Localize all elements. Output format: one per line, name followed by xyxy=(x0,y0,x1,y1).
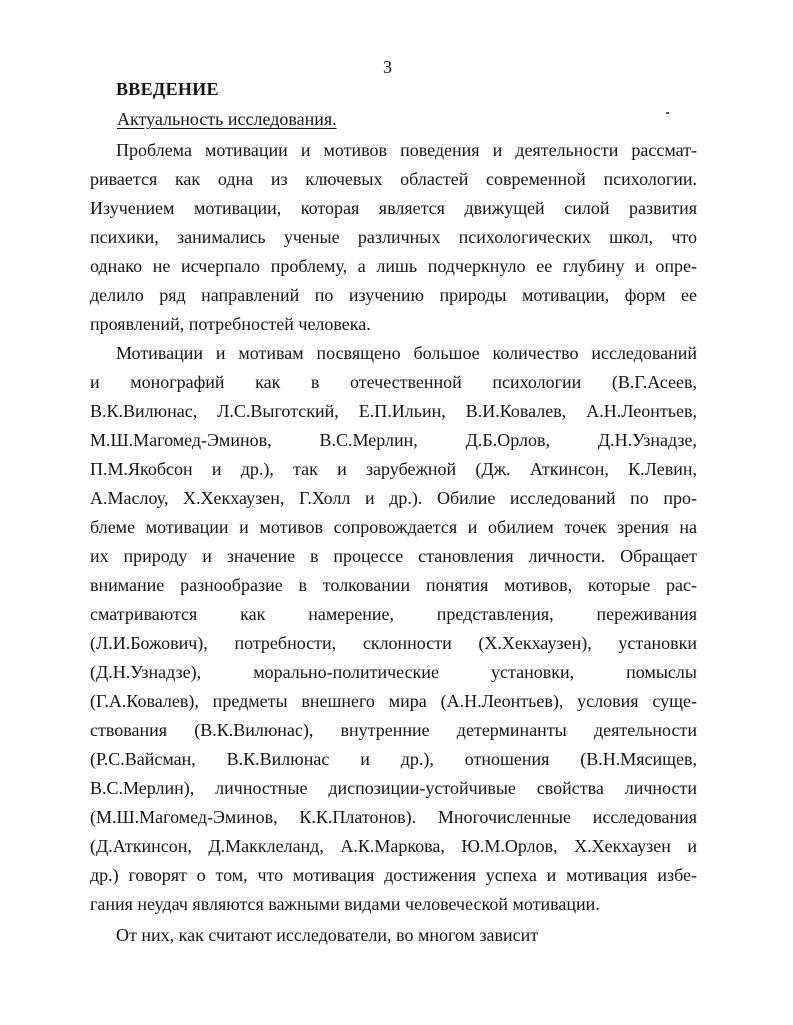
text-line: П.М.Якобсон и др.), так и зарубежной (Дж. Аткинсон, К.Левин, xyxy=(90,459,697,479)
text-line: М.Ш.Магомед-Эминов, В.С.Мерлин, Д.Б.Орлов, Д.Н.Узнадзе, xyxy=(90,430,697,450)
subsection-title: Актуальность исследования. xyxy=(117,109,337,129)
text-line: однако не исчерпало проблему, а лишь подчеркнуло ее глубину и опре- xyxy=(90,256,697,276)
text-line: психики, занимались ученые различных психологических школ, что xyxy=(90,227,697,247)
text-line: (Л.И.Божович), потребности, склонности (Х.Хекхаузен), установки xyxy=(90,633,697,653)
text-line: делило ряд направлений по изучению природы мотивации, форм ее xyxy=(90,285,697,305)
scan-speck xyxy=(666,112,669,114)
text-line: (Г.А.Ковалев), предметы внешнего мира (А.Н.Леонтьев), условия суще- xyxy=(90,691,697,711)
text-line: Мотивации и мотивам посвящено большое количество исследований xyxy=(116,343,697,363)
text-line: блеме мотивации и мотивов сопровождается и обилием точек зрения на xyxy=(90,517,697,537)
text-line: и монографий как в отечественной психологии (В.Г.Асеев, xyxy=(90,372,697,392)
text-line: их природу и значение в процессе становления личности. Обращает xyxy=(90,546,697,566)
text-line: гания неудач являются важными видами человеческой мотивации. xyxy=(90,894,600,914)
page-number: 3 xyxy=(383,57,392,77)
text-line: др.) говорят о том, что мотивация достижения успеха и мотивация избе- xyxy=(90,865,697,885)
text-line: В.К.Вилюнас, Л.С.Выготский, Е.П.Ильин, В.И.Ковалев, А.Н.Леонтьев, xyxy=(90,401,697,421)
text-line: А.Маслоу, Х.Хекхаузен, Г.Холл и др.). Обилие исследований по про- xyxy=(90,488,697,508)
text-line: (Д.Аткинсон, Д.Макклеланд, А.К.Маркова, Ю.М.Орлов, Х.Хекхаузен и xyxy=(90,836,697,856)
text-line: (Р.С.Вайсман, В.К.Вилюнас и др.), отношения (В.Н.Мясищев, xyxy=(90,749,697,769)
text-line: сматриваются как намерение, представления, переживания xyxy=(90,604,697,624)
text-line: В.С.Мерлин), личностные диспозиции-устойчивые свойства личности xyxy=(90,778,697,798)
text-line: внимание разнообразие в толковании понятия мотивов, которые рас- xyxy=(90,575,697,595)
text-line: ствования (В.К.Вилюнас), внутренние детерминанты деятельности xyxy=(90,720,697,740)
text-line: Проблема мотивации и мотивов поведения и деятельности рассмат- xyxy=(116,140,697,160)
section-title: ВВЕДЕНИЕ xyxy=(116,79,219,99)
text-line: ривается как одна из ключевых областей современной психологии. xyxy=(90,169,697,189)
text-line: (М.Ш.Магомед-Эминов, К.К.Платонов). Многочисленные исследования xyxy=(90,807,697,827)
text-line: От них, как считают исследователи, во многом зависит xyxy=(116,925,539,945)
text-line: Изучением мотивации, которая является движущей силой развития xyxy=(90,198,697,218)
text-line: (Д.Н.Узнадзе), морально-политические установки, помыслы xyxy=(90,662,697,682)
text-line: проявлений, потребностей человека. xyxy=(90,314,371,334)
